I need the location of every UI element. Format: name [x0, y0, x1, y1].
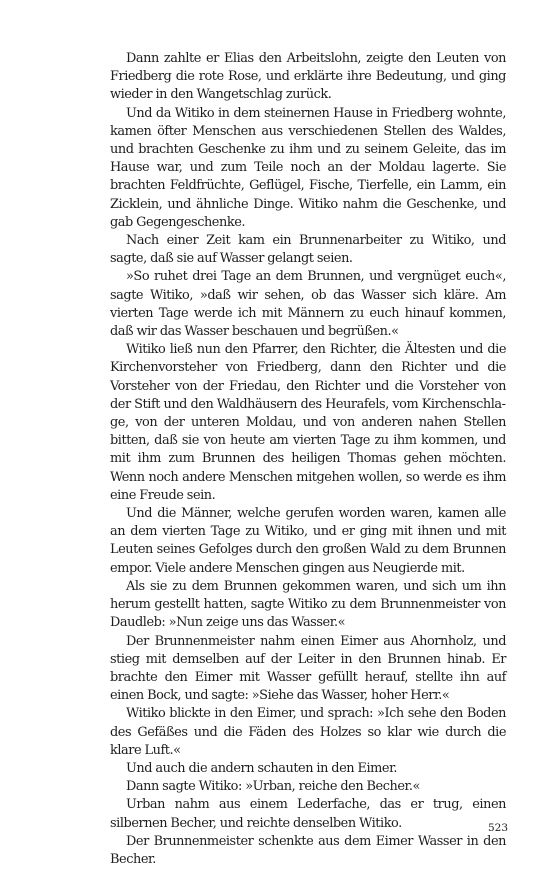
paragraph: Witiko blickte in den Eimer, und sprach: »Ich sehe den Boden des Gefäßes und die Fäden des Holzes so klar wie durch die klare Luft.«: [110, 706, 506, 758]
paragraph: Dann sagte Witiko: »Urban, reiche den Becher.«: [126, 779, 420, 795]
paragraph: Witiko ließ nun den Pfarrer, den Richter, die Ältesten und die Kirchenvorsteher von Friedberg, dann den Richter und die Vorsteher von der Friedau, den Richter und die Vorsteher von der Stift und den Waldhäusern des Heurafels, vom Kirchenschlage, von der unteren Moldau, und von anderen nahen Stellen bitten, daß sie von heute am vierten Tage zu ihm kommen, und mit ihm zum Brunnen des heiligen Thomas gehen möchten. Wenn noch andere Menschen mitgehen wollen, so werde es ihm eine Freude sein.: [110, 342, 506, 503]
book-page-body: [110, 50, 509, 869]
paragraph: Der Brunnenmeister schenkte aus dem Eimer Wasser in den Becher.: [110, 833, 506, 867]
page-number: 523: [488, 822, 509, 834]
paragraph: Und die Männer, welche gerufen worden waren, kamen alle an dem vierten Tage zu Witiko, und er ging mit ihnen und mit Leuten seines Gefolges durch den großen Wald zu dem Brunnen empor. Viele andere Menschen gingen aus Neugierde mit.: [110, 506, 506, 576]
paragraph: Als sie zu dem Brunnen gekommen waren, und sich um ihn herum gestellt hatten, sagte Witiko zu dem Brunnenmeister von Daudleb: »Nun zeige uns das Wasser.«: [110, 578, 506, 631]
paragraph: Und da Witiko in dem steinernen Hause in Friedberg wohnte, kamen öfter Menschen aus verschiedenen Stellen des Waldes, und brachten Geschenke zu ihm und zu seinem Geleite, das im Hause war, und zum Teile noch an der Moldau lagerte. Sie brachten Feldfrüchte, Geflügel, Fische, Tierfelle, ein Lamm, ein Zicklein, und ähnliche Dinge. Witiko nahm die Geschenke, und gab Gegengeschenke.: [110, 105, 506, 230]
paragraph: Nach einer Zeit kam ein Brunnenarbeiter zu Witiko, und sagte, daß sie auf Wasser gelangt seien.: [110, 233, 506, 267]
paragraph: Und auch die andern schauten in den Eimer.: [126, 760, 398, 776]
paragraph: Dann zahlte er Elias den Arbeitslohn, zeigte den Leuten von Friedberg die rote Rose, und erklärte ihre Bedeutung, und ging wieder in den Wangetschlag zurück.: [110, 51, 506, 103]
paragraph: »So ruhet drei Tage an dem Brunnen, und vergnüget euch«, sagte Witiko, »daß wir sehen, ob das Wasser sich kläre. Am vierten Tage werde ich mit Männern zu euch hinauf kommen, daß wir das Wasser beschauen und begrüßen.«: [110, 269, 506, 340]
paragraph: Der Brunnenmeister nahm einen Eimer aus Ahornholz, und stieg mit demselben auf der Leiter in den Brunnen hinab. Er brachte den Eimer mit Wasser gefüllt herauf, stellte ihn auf einen Bock, und sagte: »Siehe das Wasser, hoher Herr.«: [110, 633, 506, 704]
paragraph: Urban nahm aus einem Lederfache, das er trug, einen silbernen Becher, und reichte denselben Witiko.: [110, 797, 506, 831]
